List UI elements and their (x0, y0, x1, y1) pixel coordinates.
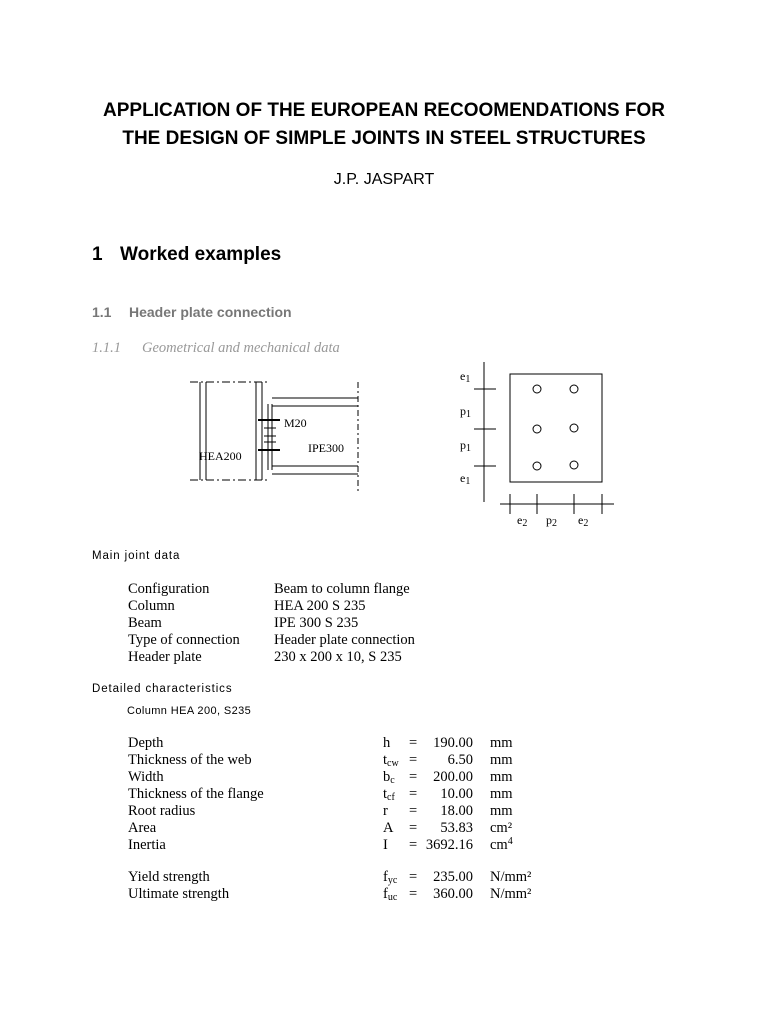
property-label: Yield strength (128, 869, 210, 885)
section-number: 1.1.1 (92, 340, 121, 356)
property-value: 18.00 (440, 803, 473, 819)
property-symbol: $f_{yc}$ (383, 869, 398, 886)
property-unit: mm (490, 769, 513, 785)
property-row (128, 820, 513, 837)
equals-sign: = (409, 735, 418, 751)
property-unit: N/mm² (490, 869, 532, 885)
property-unit: $cm^4$ (490, 836, 513, 853)
property-value: 360.00 (433, 886, 473, 902)
equals-sign: = (409, 803, 418, 819)
property-row (128, 803, 513, 820)
property-unit: mm (490, 735, 513, 751)
property-label: Thickness of the web (128, 752, 252, 768)
main-joint-heading: Main joint data (92, 550, 181, 562)
detailed-heading: Detailed characteristics (92, 683, 233, 695)
main-joint-row (128, 615, 415, 632)
property-value: 53.83 (440, 820, 473, 836)
property-symbol: r (383, 803, 388, 819)
title-line-1: APPLICATION OF THE EUROPEAN RECOOMENDATIONS FOR (103, 100, 665, 121)
property-row (128, 735, 513, 752)
property-unit: N/mm² (490, 886, 532, 902)
property-unit: cm² (490, 820, 513, 836)
property-symbol: A (383, 820, 394, 836)
dim-p1-upper: $p_1$ (460, 404, 471, 420)
section-title: Header plate connection (129, 304, 292, 320)
author: J.P. JASPART (333, 171, 435, 188)
section-number: 1 (92, 244, 103, 265)
section-number: 1.1 (92, 304, 112, 320)
equals-sign: = (409, 886, 418, 902)
property-symbol: $b_c$ (383, 769, 395, 786)
dim-e1-bottom: $e_1$ (460, 471, 471, 487)
column-properties-table (128, 735, 513, 854)
section-heading-1-1-1 (92, 340, 340, 357)
equals-sign: = (409, 769, 418, 785)
equals-sign: = (409, 820, 418, 836)
dim-e2-left: $e_2$ (517, 513, 528, 529)
property-label: Area (128, 820, 157, 836)
equals-sign: = (409, 837, 418, 853)
section-heading-1 (92, 244, 281, 266)
joint-elevation-figure (180, 370, 380, 495)
property-value: 235.00 (433, 869, 473, 885)
dim-p2: $p_2$ (546, 513, 557, 529)
property-unit: mm (490, 803, 513, 819)
main-joint-row (128, 632, 415, 649)
dim-e2-right: $e_2$ (578, 513, 589, 529)
material-properties-table (128, 869, 531, 903)
property-value: 190.00 (433, 735, 473, 751)
section-heading-1-1 (92, 304, 292, 320)
main-joint-row (128, 649, 415, 666)
property-symbol: I (383, 837, 388, 853)
document-title (0, 97, 768, 153)
property-unit: mm (490, 786, 513, 802)
equals-sign: = (409, 786, 418, 802)
main-joint-table (128, 581, 415, 666)
property-value: 6.50 (447, 752, 473, 768)
row-value: HEA 200 S 235 (274, 598, 366, 614)
property-row (128, 752, 513, 769)
property-value: 200.00 (433, 769, 473, 785)
beam-label: IPE300 (308, 441, 344, 455)
section-title: Worked examples (120, 244, 282, 265)
equals-sign: = (409, 752, 418, 768)
property-value: 10.00 (440, 786, 473, 802)
property-value: 3692.16 (425, 837, 473, 853)
dim-e1-top: $e_1$ (460, 369, 471, 385)
row-label: Configuration (128, 581, 210, 597)
section-title: Geometrical and mechanical data (142, 340, 340, 356)
main-joint-row (128, 581, 415, 598)
equals-sign: = (409, 869, 418, 885)
property-row (128, 886, 531, 903)
property-symbol: $t_{cf}$ (383, 786, 395, 803)
row-value: 230 x 200 x 10, S 235 (274, 649, 402, 665)
property-row (128, 769, 513, 786)
property-label: Inertia (128, 837, 166, 853)
header-plate-layout-figure (470, 362, 620, 522)
property-symbol: $f_{uc}$ (383, 886, 398, 903)
property-label: Width (128, 769, 164, 785)
row-value: Beam to column flange (274, 581, 410, 597)
bolt-label: M20 (284, 416, 307, 430)
property-symbol: h (383, 735, 391, 751)
property-label: Depth (128, 735, 164, 751)
title-line-2: THE DESIGN OF SIMPLE JOINTS IN STEEL STRUCTURES (122, 128, 646, 149)
column-label: HEA200 (199, 449, 242, 463)
detailed-subheading: Column HEA 200, S235 (127, 705, 252, 717)
row-label: Type of connection (128, 632, 240, 648)
row-label: Column (128, 598, 175, 614)
main-joint-row (128, 598, 415, 615)
row-value: IPE 300 S 235 (274, 615, 359, 631)
property-row (128, 869, 531, 886)
dim-p1-lower: $p_1$ (460, 438, 471, 454)
property-label: Ultimate strength (128, 886, 230, 902)
property-label: Thickness of the flange (128, 786, 264, 802)
property-unit: mm (490, 752, 513, 768)
row-value: Header plate connection (274, 632, 415, 648)
row-label: Header plate (128, 649, 202, 665)
property-label: Root radius (128, 803, 196, 819)
property-row (128, 837, 513, 854)
property-symbol: $t_{cw}$ (383, 752, 399, 769)
property-row (128, 786, 513, 803)
row-label: Beam (128, 615, 162, 631)
